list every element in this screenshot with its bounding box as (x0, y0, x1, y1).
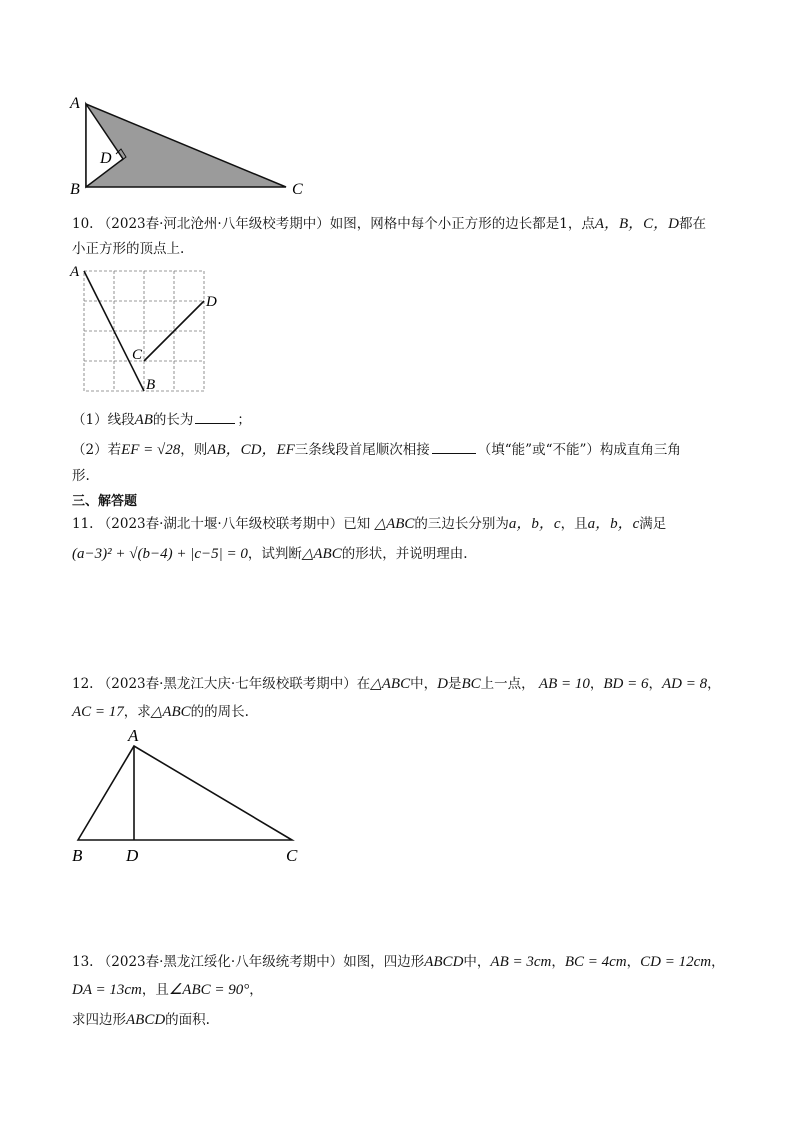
q11-line1: 11. （2023春·湖北十堰·八年级校联考期中）已知 △ABC的三边长分别为a，b，c，且a，b，c满足 (72, 516, 667, 532)
figure-triangle-abc-shaded (66, 92, 316, 202)
grid-label-C: C (132, 347, 143, 363)
label-A: A (70, 95, 80, 112)
shaded-region (86, 104, 286, 187)
fig12-label-B: B (72, 846, 83, 865)
label-B: B (70, 181, 80, 198)
section-heading: 三、解答题 (72, 494, 138, 509)
fig12-label-A: A (128, 726, 139, 745)
q10-sub1: （1）线段AB的长为 ； (72, 412, 251, 428)
fig12-label-D: D (126, 846, 139, 865)
label-C: C (292, 181, 303, 198)
grid-label-D: D (206, 294, 217, 310)
q10-line2: 小正方形的顶点上. (72, 241, 185, 257)
q13-line3: 求四边形ABCD的面积. (72, 1012, 210, 1028)
answer-blank-2[interactable] (432, 441, 476, 454)
figure-grid (66, 262, 236, 392)
grid-label-A: A (70, 264, 80, 280)
q10-sub2: （2）若EF = √28，则AB，CD，EF三条线段首尾顺次相接 （填“能”或“不能”）构成直角三角 (72, 442, 681, 458)
q10-line1: 10. （2023春·河北沧州·八年级校考期中）如图，网格中每个小正方形的边长都是1，点A，B，C，D都在 (72, 216, 706, 232)
grid-label-B: B (146, 377, 156, 392)
q13-line1: 13. （2023春·黑龙江绥化·八年级统考期中）如图，四边形ABCD中，AB = 3cm，BC = 4cm，CD = 12cm， (72, 954, 725, 970)
q12-line1: 12. （2023春·黑龙江大庆·七年级校联考期中）在△ABC中，D是BC上一点， AB = 10，BD = 6，AD = 8， (72, 676, 721, 692)
q10-source: （2023春·河北沧州·八年级校考期中） (97, 216, 330, 232)
q11-line2: (a−3)² + √(b−4) + |c−5| = 0，试判断△ABC的形状，并说明理由. (72, 546, 468, 562)
triangle-abc (78, 746, 292, 840)
q12-line2: AC = 17，求△ABC的的周长. (72, 704, 249, 720)
q13-line2: DA = 13cm，且∠ABC = 90°， (72, 982, 263, 998)
fig12-label-C: C (286, 846, 298, 865)
answer-blank-1[interactable] (195, 411, 235, 424)
q10-number: 10. (72, 216, 94, 232)
figure-triangle-abd (66, 722, 316, 867)
label-D: D (100, 150, 112, 167)
q10-sub2-cont: 形. (72, 468, 90, 484)
